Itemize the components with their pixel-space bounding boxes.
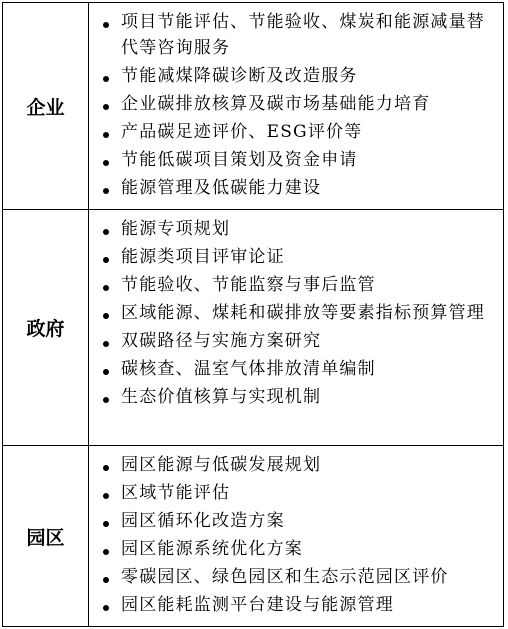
bullet-icon bbox=[103, 313, 109, 319]
bullet-icon bbox=[103, 160, 109, 166]
item-text: 企业碳排放核算及碳市场基础能力培育 bbox=[121, 94, 431, 114]
item-text: 能源管理及低碳能力建设 bbox=[121, 178, 322, 198]
bullet-icon bbox=[103, 132, 109, 138]
list-item bbox=[99, 91, 497, 117]
list-item bbox=[99, 564, 497, 590]
bullet-icon bbox=[103, 285, 109, 291]
list-item bbox=[99, 216, 497, 242]
list-item bbox=[99, 300, 497, 326]
list-item bbox=[99, 119, 497, 145]
service-list bbox=[99, 9, 497, 201]
bullet-icon bbox=[103, 257, 109, 263]
bullet-icon bbox=[103, 605, 109, 611]
bullet-icon bbox=[103, 465, 109, 471]
items-cell bbox=[89, 3, 503, 209]
item-text: 零碳园区、绿色园区和生态示范园区评价 bbox=[121, 567, 449, 587]
item-text: 区域能源、煤耗和碳排放等要素指标预算管理 bbox=[121, 303, 485, 323]
list-item bbox=[99, 9, 497, 61]
list-item bbox=[99, 175, 497, 201]
list-item bbox=[99, 244, 497, 270]
item-text: 碳核查、温室气体排放清单编制 bbox=[121, 359, 376, 379]
item-text: 节能减煤降碳诊断及改造服务 bbox=[121, 66, 358, 86]
list-item bbox=[99, 384, 497, 410]
service-list bbox=[99, 452, 497, 618]
services-table bbox=[2, 2, 504, 627]
item-text: 节能验收、节能监察与事后监管 bbox=[121, 275, 376, 295]
bullet-icon bbox=[103, 397, 109, 403]
row-label: 政府 bbox=[3, 210, 89, 445]
bullet-icon bbox=[103, 493, 109, 499]
item-text: 产品碳足迹评价、ESG评价等 bbox=[121, 122, 363, 142]
bullet-icon bbox=[103, 188, 109, 194]
list-item bbox=[99, 452, 497, 478]
item-text: 园区能耗监测平台建设与能源管理 bbox=[121, 595, 394, 615]
item-text: 园区能源与低碳发展规划 bbox=[121, 455, 322, 475]
table-row-park bbox=[3, 446, 503, 626]
list-item bbox=[99, 63, 497, 89]
item-text: 生态价值核算与实现机制 bbox=[121, 387, 322, 407]
table-row-enterprise bbox=[3, 3, 503, 210]
list-item bbox=[99, 592, 497, 618]
list-item bbox=[99, 356, 497, 382]
table-row-government bbox=[3, 210, 503, 446]
items-cell bbox=[89, 210, 503, 445]
list-item bbox=[99, 272, 497, 298]
row-label: 企业 bbox=[3, 3, 89, 209]
item-text: 双碳路径与实施方案研究 bbox=[121, 331, 322, 351]
list-item bbox=[99, 508, 497, 534]
list-item bbox=[99, 480, 497, 506]
bullet-icon bbox=[103, 341, 109, 347]
row-label: 园区 bbox=[3, 446, 89, 626]
list-item bbox=[99, 328, 497, 354]
bullet-icon bbox=[103, 76, 109, 82]
item-text: 园区循环化改造方案 bbox=[121, 511, 285, 531]
bullet-icon bbox=[103, 104, 109, 110]
bullet-icon bbox=[103, 22, 109, 28]
item-text: 能源专项规划 bbox=[121, 219, 231, 239]
item-text: 园区能源系统优化方案 bbox=[121, 539, 303, 559]
items-cell bbox=[89, 446, 503, 626]
bullet-icon bbox=[103, 521, 109, 527]
bullet-icon bbox=[103, 549, 109, 555]
list-item bbox=[99, 536, 497, 562]
item-text: 能源类项目评审论证 bbox=[121, 247, 285, 267]
item-text: 节能低碳项目策划及资金申请 bbox=[121, 150, 358, 170]
bullet-icon bbox=[103, 229, 109, 235]
item-text: 区域节能评估 bbox=[121, 483, 231, 503]
bullet-icon bbox=[103, 577, 109, 583]
service-list bbox=[99, 216, 497, 410]
list-item bbox=[99, 147, 497, 173]
bullet-icon bbox=[103, 369, 109, 375]
item-text: 项目节能评估、节能验收、煤炭和能源减量替代等咨询服务 bbox=[121, 12, 485, 58]
